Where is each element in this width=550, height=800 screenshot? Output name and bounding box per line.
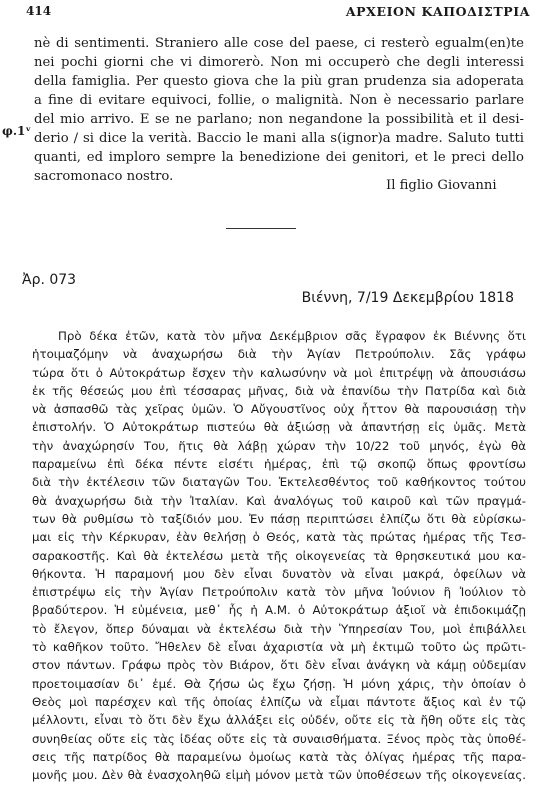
letter-signature: Il figlio Giovanni [386, 178, 497, 193]
running-title: ΑΡΧΕΙΟΝ ΚΑΠΟΔΙΣΤΡΙΑ [345, 4, 530, 19]
text-line: μέλλοντι, εἶναι τὸ ὅτι δὲν ἔχω ἀλλάξει εἰς οὐδέν, οὔτε εἰς τὰ ἤθη οὔτε εἰς τὰς [32, 713, 526, 728]
text-line: della famiglia. Per questo giova che la più gran prudenza sia adoperata [34, 74, 524, 89]
document-number: Ἀρ. 073 [22, 272, 77, 288]
text-line: βραδύτερον. Ἡ εὐμένεια, μεθ᾽ ἧς ἡ Α.Μ. ὁ Αὐτοκράτωρ ἀξιοῖ νὰ ἐπιδοκιμάζῃ [32, 603, 526, 618]
text-line: a fine di evitare equivoci, follie, o malignità. Non è necessario parlare [34, 93, 524, 108]
text-line: των θὰ ρυθμίσω τὸ ταξίδιόν μου. Ἐν πάσῃ περιπτώσει ἐλπίζω ὅτι θὰ εὑρίσκω- [32, 511, 526, 526]
text-line: στον πάντων. Γράφω πρὸς τὸν Βιάρον, ὅτι δὲν εἶναι ἀνάγκη νὰ κάμῃ οὐδεμίαν [32, 658, 526, 673]
text-line: διὰ τὴν ἐκτέλεσιν τῶν διαταγῶν Του. Ἐκτελεσθέντος τοῦ καθήκοντος τούτου [32, 475, 526, 490]
text-line: ἐπιστρέψω εἰς τὴν Ἁγίαν Πετρούπολιν κατὰ τὸν μῆνα Ἰούνιον ἢ Ἰούλιον τὸ [32, 585, 526, 600]
folio-margin-note: φ.1ᵛ [2, 124, 32, 138]
text-line: μαι εἰς τὴν Κέρκυραν, ἐὰν θελήσῃ ὁ Θεός, κατὰ τὰς πρώτας ἡμέρας τῆς Τεσ- [32, 530, 526, 545]
page-number: 414 [26, 4, 52, 18]
italian-letter-text [34, 34, 524, 186]
text-line: προετοιμασίαν δι᾽ ἐμέ. Θὰ ζήσω ὡς ἔχω ζήσῃ. Ἡ μόνη χάρις, τὴν ὁποίαν ὁ [32, 676, 526, 691]
text-line: Θεὸς μοὶ παρέσχεν καὶ τῆς ὁποίας ἐλπίζω νὰ εἶμαι πάντοτε ἄξιος καὶ ἐν τῷ [32, 694, 526, 709]
text-line: del mio arrivo. E se ne parlano; non negandone la possibilità et il desi- [34, 112, 524, 127]
greek-letter-text [32, 327, 526, 784]
section-divider [226, 228, 296, 229]
text-line: παραμείνω ἐπὶ δέκα πέντε εἰσέτι ἡμέρας, ἐπὶ τῷ σκοπῷ ὅπως φροντίσω [32, 457, 526, 472]
text-line: νὰ ἀσπασθῶ τὰς χεῖρας ὑμῶν. Ὁ Αὔγουστῖνος οὐχ ἧττον θὰ παρουσιάσῃ τὴν [32, 402, 526, 417]
text-line: συνηθείας οὔτε εἰς τὰς ἰδέας οὔτε εἰς τὰ συναισθήματα. Ξένος πρὸς τὰς ὑποθέ- [32, 731, 526, 746]
text-line: σεις τῆς πατρίδος θὰ παραμείνω ὁμοίως κατὰ τὰς ὀλίγας ἡμέρας τῆς παρα- [32, 749, 526, 764]
document-dateline: Βιέννη, 7/19 Δεκεμβρίου 1818 [301, 290, 514, 306]
text-line: μονῆς μου. Δὲν θὰ ἐνασχοληθῶ εἰμὴ μόνον μετὰ τῶν ὑποθέσεων τῆς οἰκογενείας. [32, 768, 526, 783]
text-line: nè di sentimenti. Straniero alle cose del paese, ci resterò egualm(en)te [34, 36, 524, 51]
text-line: quanti, ed imploro sempre la benedizione dei genitori, et le preci dello [34, 150, 524, 165]
text-line: sacromonaco nostro. [34, 169, 174, 184]
text-line: θὰ ἀναχωρήσω διὰ τὴν Ἰταλίαν. Καὶ ἀναλόγως τοῦ καιροῦ καὶ τῶν πραγμά- [32, 493, 526, 508]
text-line: ἐπιστολήν. Ὁ Αὐτοκράτωρ πιστεύω θὰ ἀξιώσῃ νὰ ἀπαντήσῃ εἰς ὑμᾶς. Μετὰ [32, 420, 526, 435]
text-line: derio / si dice la verità. Baccio le mani alla s(ignor)a madre. Saluto tutti [34, 131, 524, 146]
text-line: τώρα ὅτι ὁ Αὐτοκράτωρ ἔσχεν τὴν καλωσύνην νὰ μοὶ ἐπιτρέψῃ νὰ ἀπουσιάσω [32, 365, 526, 380]
text-line: nei pochi giorni che vi dimorerò. Non mi occuperò che degli interessi [34, 55, 524, 70]
text-line: σαρακοστῆς. Καὶ θὰ ἐκτελέσω μετὰ τῆς οἰκογενείας τὰ θρησκευτικά μου κα- [32, 548, 526, 563]
text-line: ἐκ τῆς θέσεώς μου ἐπὶ τέσσαρας μῆνας, διὰ νὰ ἐπανίδω τὴν Πατρίδα καὶ διὰ [32, 383, 526, 398]
text-line: ἡτοιμαζόμην νὰ ἀναχωρήσω διὰ τὴν Ἁγίαν Πετρούπολιν. Σᾶς γράφω [32, 347, 526, 362]
page-header [26, 4, 530, 24]
text-line: τὸ ἔλεγον, ὅπερ δύναμαι νὰ ἐκτελέσω διὰ τὴν Ὑπηρεσίαν Του, μοὶ ἐπιβάλλει [32, 621, 526, 636]
text-line: Πρὸ δέκα ἐτῶν, κατὰ τὸν μῆνα Δεκέμβριον σᾶς ἔγραφον ἐκ Βιέννης ὅτι [58, 329, 526, 343]
text-line: τὴν ἀναχώρησίν Του, ἥτις θὰ λάβῃ χώραν τὴν 10/22 τοῦ μηνός, ἐγὼ θὰ [32, 438, 526, 453]
text-line: τὸ καθῆκον τοῦτο. Ἤθελεν δὲ εἶναι ἀχαριστία νὰ μὴ ἐκτιμῶ τοῦτο ὡς πρῶτι- [32, 640, 526, 655]
text-line: θήκοντα. Ἡ παραμονή μου δὲν εἶναι δυνατὸν νὰ εἶναι μακρά, ὀφείλων νὰ [32, 566, 526, 581]
